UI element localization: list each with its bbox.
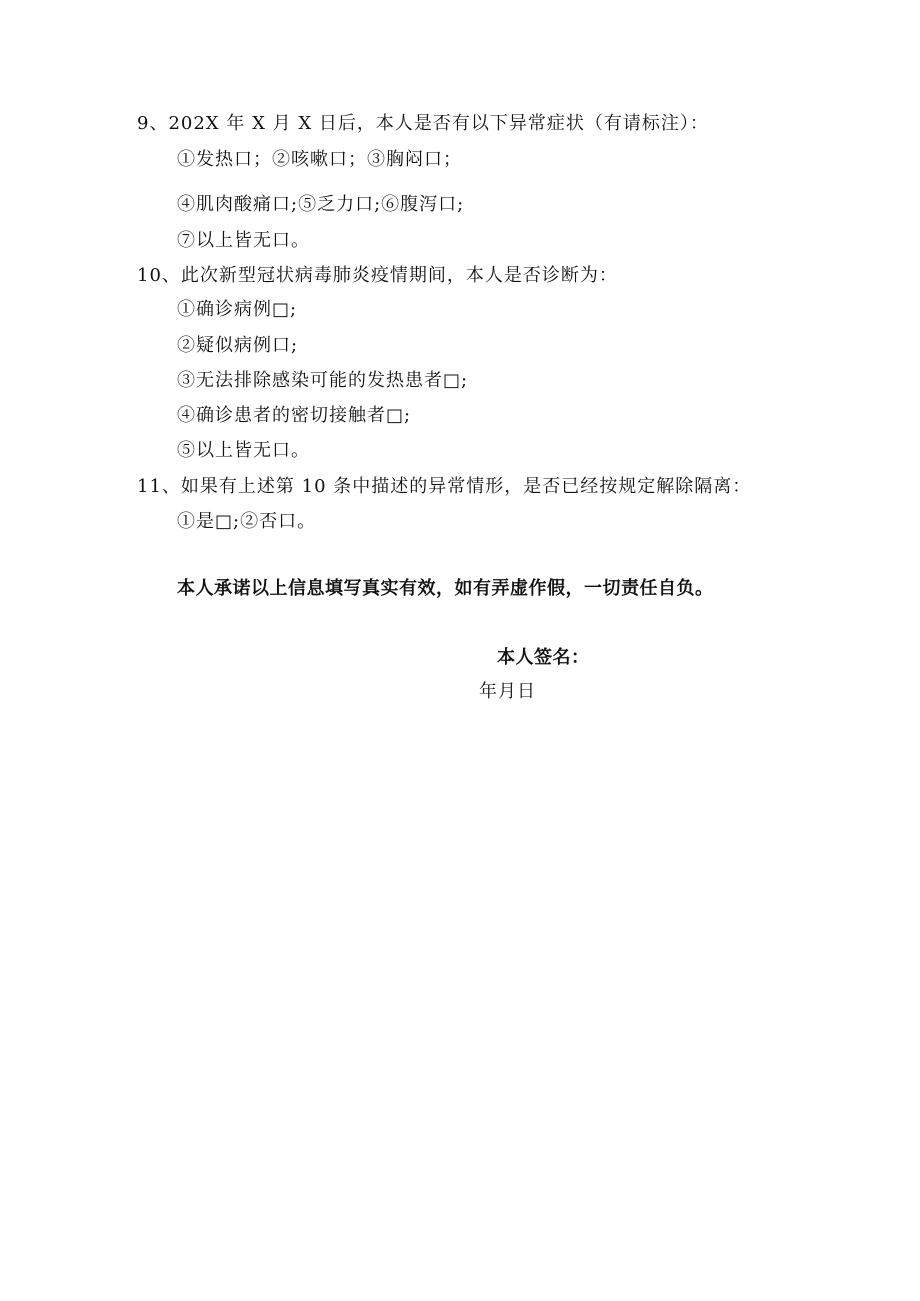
question-11-options: ①是□;②否口。 (177, 511, 317, 532)
question-10-option-5: ⑤以上皆无口。 (177, 440, 310, 461)
question-10-option-1: ①确诊病例□; (177, 299, 298, 320)
question-9-options-line-1: ①发热口；②咳嗽口；③胸闷口； (177, 149, 462, 170)
question-10-option-2: ②疑似病例口; (177, 335, 299, 356)
question-11: 11、如果有上述第 10 条中描述的异常情形，是否已经按规定解除隔离： (137, 476, 752, 497)
pledge-statement: 本人承诺以上信息填写真实有效，如有弄虚作假，一切责任自负。 (177, 578, 714, 599)
signature-date: 年月日 (479, 681, 536, 702)
question-9: 9、202X 年 X 月 X 日后，本人是否有以下异常症状（有请标注）： (137, 113, 709, 134)
signature-label: 本人签名： (497, 647, 590, 668)
question-9-options-line-3: ⑦以上皆无口。 (177, 230, 310, 251)
question-10: 10、此次新型冠状病毒肺炎疫情期间，本人是否诊断为： (137, 265, 618, 286)
question-10-option-4: ④确诊患者的密切接触者□; (177, 405, 412, 426)
question-10-option-3: ③无法排除感染可能的发热患者□; (177, 370, 469, 391)
question-9-options-line-2: ④肌肉酸痛口;⑤乏力口;⑥腹泻口; (177, 194, 465, 215)
